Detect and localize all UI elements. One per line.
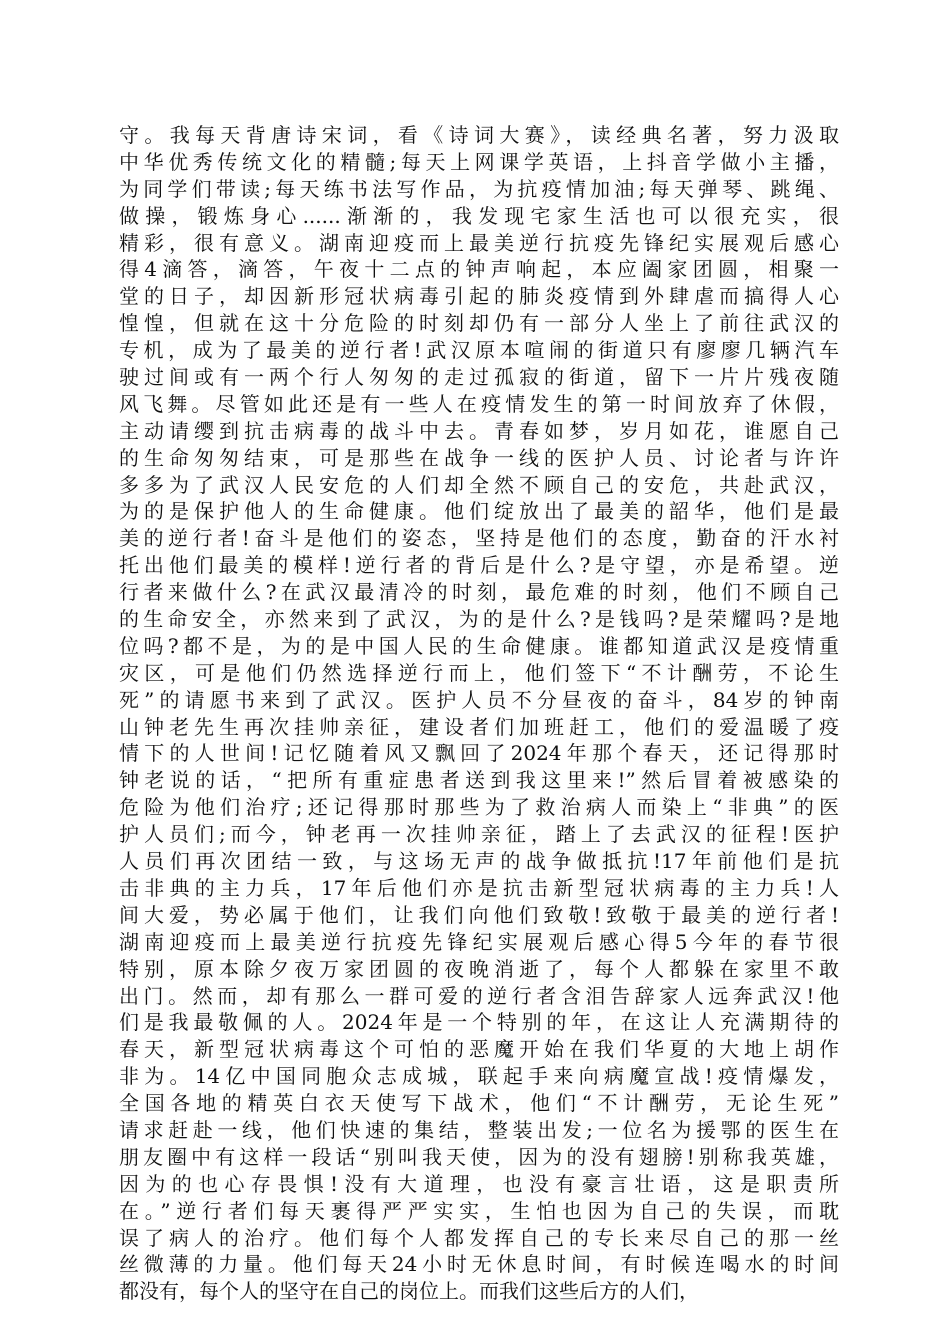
text-line: 中华优秀传统文化的精髓;每天上网课学英语，上抖音学做小主播，: [119, 149, 839, 174]
text-line: 在。”逆行者们每天裹得严严实实，生怕也因为自己的失误，而耽: [119, 1198, 839, 1223]
text-line: 情下的人世间!记忆随着风又飘回了2024年那个春天，还记得那时: [119, 741, 839, 766]
text-line: 美的逆行者!奋斗是他们的姿态，坚持是他们的态度，勤奋的汗水衬: [119, 526, 839, 551]
text-line: 出门。然而，却有那么一群可爱的逆行者含泪告辞家人远奔武汉!他: [119, 983, 839, 1008]
text-line: 朋友圈中有这样一段话“别叫我天使，因为的没有翅膀!别称我英雄，: [119, 1144, 839, 1169]
text-line: 们是我最敬佩的人。2024年是一个特别的年，在这让人充满期待的: [119, 1010, 839, 1035]
text-line: 击非典的主力兵，17年后他们亦是抗击新型冠状病毒的主力兵!人: [119, 875, 839, 900]
text-line: 托出他们最美的模样!逆行者的背后是什么?是守望，亦是希望。逆: [119, 553, 839, 578]
text-line: 请求赶赴一线，他们快速的集结，整装出发;一位名为援鄂的医生在: [119, 1117, 839, 1142]
text-line: 全国各地的精英白衣天使写下战术，他们“不计酬劳，无论生死”: [119, 1091, 839, 1116]
text-line: 因为的也心存畏惧!没有大道理，也没有豪言壮语，这是职责所: [119, 1171, 839, 1196]
text-line: 山钟老先生再次挂帅亲征，建设者们加班赶工，他们的爱温暖了疫: [119, 714, 839, 739]
text-line: 灾区，可是他们仍然选择逆行而上，他们签下“不计酬劳，不论生: [119, 660, 839, 685]
text-line: 的生命匆匆结束，可是那些在战争一线的医护人员、讨论者与许许: [119, 445, 839, 470]
text-line: 特别，原本除夕夜万家团圆的夜晚消逝了，每个人都躲在家里不敢: [119, 956, 839, 981]
body-text: [119, 122, 839, 1305]
text-line: 做操，锻炼身心......渐渐的，我发现宅家生活也可以很充实，很: [119, 203, 839, 228]
text-line: 钟老说的话，“把所有重症患者送到我这里来!”然后冒着被感染的: [119, 768, 839, 793]
text-line: 专机，成为了最美的逆行者!武汉原本喧闹的街道只有廖廖几辆汽车: [119, 338, 839, 363]
text-line: 都没有，每个人的坚守在自己的岗位上。而我们这些后方的人们，: [119, 1279, 699, 1304]
text-line: 护人员们;而今，钟老再一次挂帅亲征，踏上了去武汉的征程!医护: [119, 822, 839, 847]
text-line: 间大爱，势必属于他们，让我们向他们致敬!致敬于最美的逆行者!: [119, 902, 839, 927]
text-line: 精彩，很有意义。湖南迎疫而上最美逆行抗疫先锋纪实展观后感心: [119, 230, 839, 255]
text-line: 行者来做什么?在武汉最清冷的时刻，最危难的时刻，他们不顾自己: [119, 580, 839, 605]
text-line: 危险为他们治疗;还记得那时那些为了救治病人而染上“非典”的医: [119, 795, 839, 820]
text-line: 驶过间或有一两个行人匆匆的走过孤寂的街道，留下一片片残夜随: [119, 365, 839, 390]
text-line: 得4滴答，滴答，午夜十二点的钟声响起，本应阖家团圆，相聚一: [119, 257, 839, 282]
text-line: 风飞舞。尽管如此还是有一些人在疫情发生的第一时间放弃了休假，: [119, 391, 839, 416]
text-line: 多多为了武汉人民安危的人们却全然不顾自己的安危，共赴武汉，: [119, 472, 839, 497]
text-line: 的生命安全，亦然来到了武汉，为的是什么?是钱吗?是荣耀吗?是地: [119, 607, 839, 632]
text-line: 春天，新型冠状病毒这个可怕的恶魔开始在我们华夏的大地上胡作: [119, 1037, 839, 1062]
text-line: 为的是保护他人的生命健康。他们绽放出了最美的韶华，他们是最: [119, 499, 839, 524]
text-line: 位吗?都不是，为的是中国人民的生命健康。谁都知道武汉是疫情重: [119, 633, 839, 658]
text-line: 堂的日子，却因新形冠状病毒引起的肺炎疫情到外肆虐而搞得人心: [119, 284, 839, 309]
text-line: 守。我每天背唐诗宋词，看《诗词大赛》，读经典名著，努力汲取: [119, 123, 839, 147]
text-line: 误了病人的治疗。他们每个人都发挥自己的专长来尽自己的那一丝: [119, 1225, 839, 1250]
text-line: 死”的请愿书来到了武汉。医护人员不分昼夜的奋斗，84岁的钟南: [119, 687, 839, 712]
text-line: 人员们再次团结一致，与这场无声的战争做抵抗!17年前他们是抗: [119, 849, 839, 874]
text-line: 主动请缨到抗击病毒的战斗中去。青春如梦，岁月如花，谁愿自己: [119, 418, 839, 443]
text-line: 湖南迎疫而上最美逆行抗疫先锋纪实展观后感心得5今年的春节很: [119, 929, 839, 954]
text-line: 为同学们带读;每天练书法写作品，为抗疫情加油;每天弹琴、跳绳、: [119, 176, 839, 201]
text-line: 非为。14亿中国同胞众志成城，联起手来向病魔宣战!疫情爆发，: [119, 1064, 839, 1089]
text-line: 丝微薄的力量。他们每天24小时无休息时间，有时候连喝水的时间: [119, 1252, 839, 1277]
text-line: 惶惶，但就在这十分危险的时刻却仍有一部分人坐上了前往武汉的: [119, 311, 839, 336]
